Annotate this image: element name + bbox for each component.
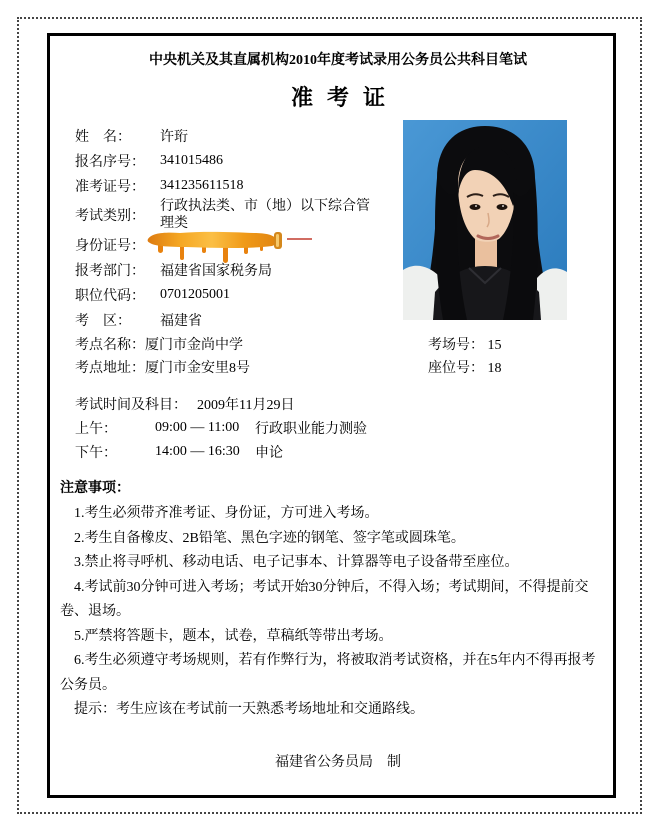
room-number	[428, 334, 502, 354]
note-item: 4.考试前30分钟可进入考场；考试开始30分钟后，不得入场；考试期间，不得提前交卷、退场。	[60, 579, 589, 619]
field-label: 准考证号：	[75, 179, 145, 195]
ticket-heading: 准考证	[290, 85, 399, 110]
session-period: 上午：	[75, 422, 117, 437]
seat-number-label: 座位号：	[428, 360, 484, 376]
issuer-line: 福建省公务员局 制	[275, 754, 401, 770]
session-time: 14:00 — 16:30	[155, 444, 240, 459]
seat-number-value: 18	[487, 360, 502, 376]
notes-section	[60, 476, 608, 723]
room-number-value: 15	[487, 337, 502, 353]
field-row-exam-district	[75, 307, 420, 332]
field-row-exam-category	[75, 198, 420, 232]
field-label: 姓 名：	[75, 129, 131, 145]
session-subject: 行政职业能力测验	[255, 422, 367, 437]
field-label: 考试类别：	[75, 209, 145, 224]
applicant-photo-graphic	[403, 120, 567, 320]
ticket-card	[47, 33, 616, 798]
site-address-value: 厦门市金安里8号	[145, 360, 250, 376]
exam-schedule	[75, 392, 601, 464]
field-label: 职位代码：	[75, 288, 145, 304]
field-value: 福建省国家税务局	[160, 263, 272, 279]
exam-title: 中央机关及其直属机构2010年度考试录用公务员公共科目笔试	[149, 53, 527, 68]
field-label: 报考部门：	[75, 263, 145, 279]
note-item: 1.考生必须带齐准考证、身份证，方可进入考场。	[74, 506, 379, 521]
field-value: 许珩	[160, 129, 188, 145]
field-label: 报名序号：	[75, 154, 145, 170]
field-row-name	[75, 123, 420, 148]
note-item: 5.严禁将答题卡，题本，试卷，草稿纸等带出考场。	[74, 628, 393, 644]
field-list	[75, 123, 420, 332]
room-number-label: 考场号：	[428, 337, 484, 353]
note-item: 2.考生自备橡皮、2B铅笔、黑色字迹的钢笔、签字笔或圆珠笔。	[74, 530, 465, 546]
exam-site-name-row	[75, 332, 601, 355]
session-subject: 申论	[255, 446, 283, 461]
session-time: 09:00 — 11:00	[155, 420, 240, 435]
field-value: 福建省	[160, 313, 202, 329]
schedule-label: 考试时间及科目：	[75, 398, 187, 413]
session-period: 下午：	[75, 446, 117, 461]
exam-site-address-row	[75, 355, 601, 378]
site-address-label: 考点地址：	[75, 360, 145, 376]
field-row-position-code	[75, 282, 420, 307]
schedule-date: 2009年11月29日	[197, 398, 295, 413]
field-value: 341235611518	[160, 177, 244, 193]
session-row-morning	[75, 416, 601, 440]
id-number-redaction	[160, 232, 420, 257]
applicant-photo	[403, 120, 567, 320]
venue-section	[75, 332, 601, 378]
session-row-afternoon	[75, 440, 601, 464]
note-item: 6.考生必须遵守考场规则，若有作弊行为，将被取消考试资格，并在5年内不得再报考公务员。	[60, 653, 596, 693]
field-row-id-number	[75, 232, 420, 257]
field-label: 考 区：	[75, 313, 131, 329]
field-value: 341015486	[160, 152, 223, 168]
field-label: 身份证号：	[75, 238, 145, 254]
field-row-application-number	[75, 148, 420, 173]
schedule-date-row	[75, 392, 601, 416]
notes-tip: 提示：考生应该在考试前一天熟悉考场地址和交通路线。	[74, 702, 424, 717]
field-value: 行政执法类、市（地）以下综合管理类	[160, 199, 370, 231]
seat-number	[428, 357, 502, 377]
site-name-label: 考点名称：	[75, 337, 145, 353]
site-name-value: 厦门市金尚中学	[145, 337, 243, 353]
note-item: 3.禁止将寻呼机、移动电话、电子记事本、计算器等电子设备带至座位。	[74, 555, 519, 570]
field-value: 0701205001	[160, 286, 230, 302]
notes-heading: 注意事项：	[60, 481, 130, 496]
field-row-ticket-number	[75, 173, 420, 198]
redaction-smear-graphic	[146, 229, 318, 269]
